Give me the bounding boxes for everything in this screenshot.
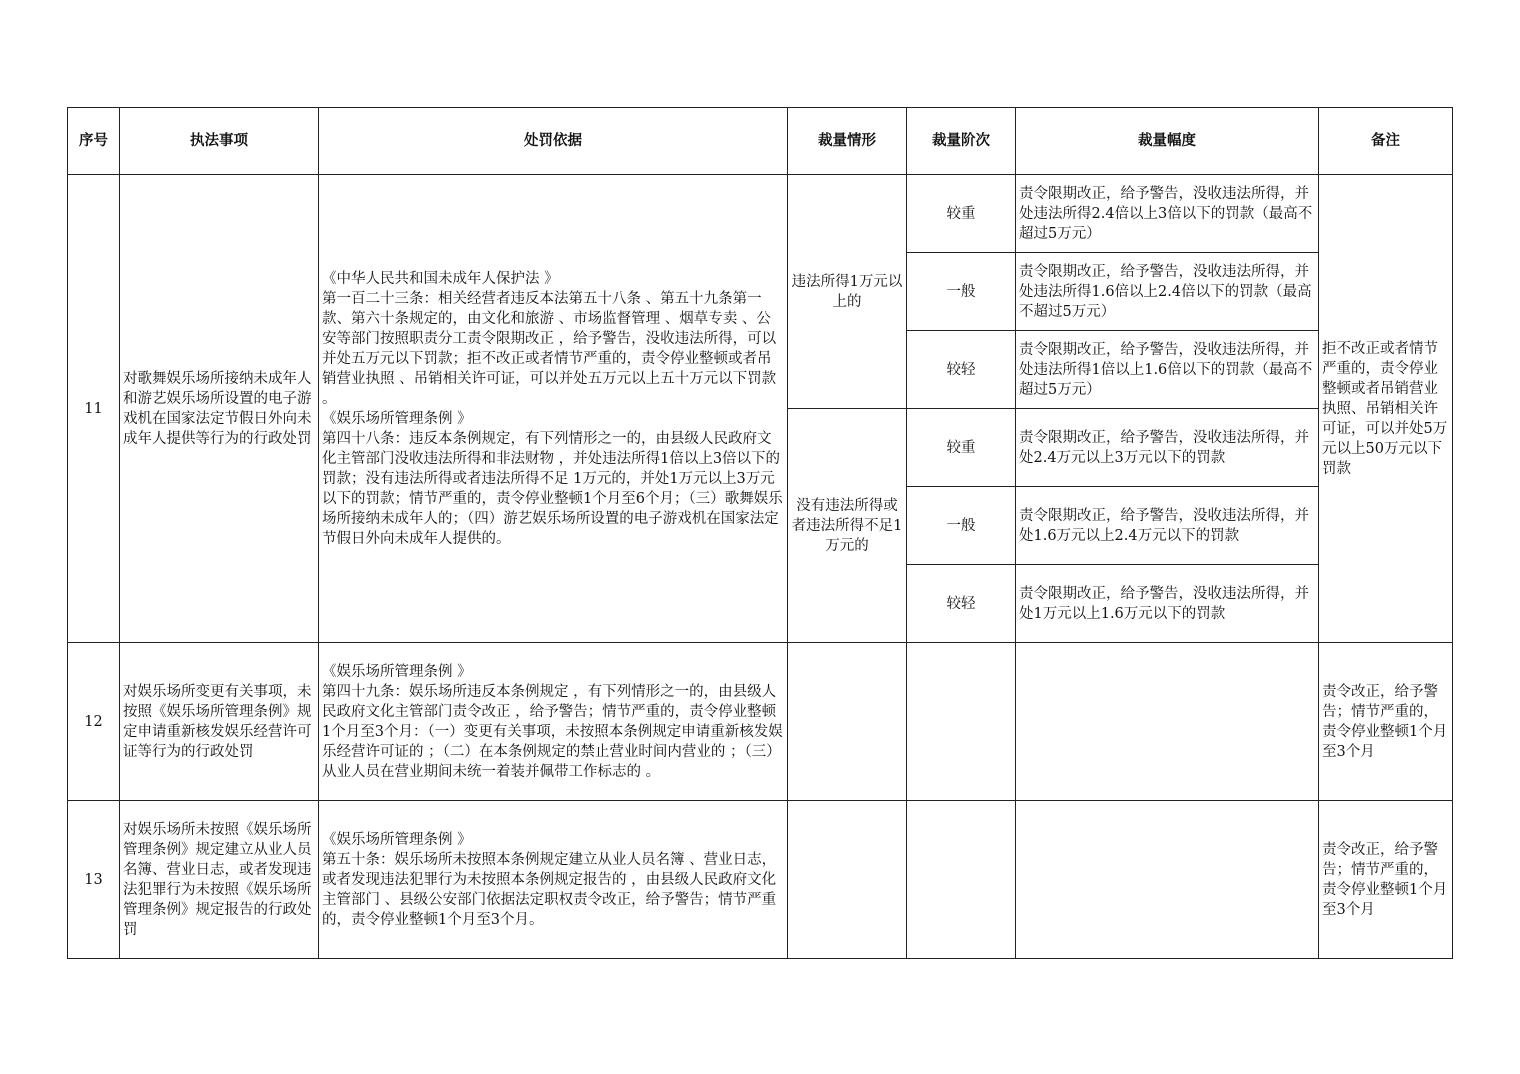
level: 一般 (907, 253, 1016, 331)
range-empty (1016, 801, 1319, 959)
basis-line: 第一百二十三条：相关经营者违反本法第五十八条 、第五十九条第一款、第六十条规定的，由文化和旅游 、市场监督管理 、烟草专卖 、公安等部门按照职责分工责令限期改正 ，给予警告，没收违法所得，可以并处五万元以下罚款；拒不改正或者情节严重的，责令停业整顿或者吊销营业执照 、吊销相关许可证，可以并处五万元以上五十万元以下罚款 。 (322, 290, 777, 407)
penalty-basis (319, 801, 788, 959)
basis-line: 第四十九条：娱乐场所违反本条例规定 ，有下列情形之一的，由县级人民政府文化主管部门责令改正 ，给予警告；情节严重的，责令停业整顿1个月至3个月：（一）变更有关事项，未按照本条例规定申请重新核发娱乐经营许可证的 ；（二）在本条例规定的禁止营业时间内营业的 ；（三）从业人员在营业期间未统一着装并佩带工作标志的 。 (322, 683, 783, 780)
level-empty (907, 801, 1016, 959)
range-empty (1016, 643, 1319, 801)
range: 责令限期改正，给予警告，没收违法所得，并处违法所得1.6倍以上2.4倍以下的罚款（最高不超过5万元） (1016, 253, 1319, 331)
note: 责令改正，给予警告；情节严重的，责令停业整顿1个月至3个月 (1319, 643, 1453, 801)
basis-line: 《中华人民共和国未成年人保护法 》 (322, 270, 559, 287)
level: 一般 (907, 487, 1016, 565)
situation-empty (788, 643, 907, 801)
basis-line: 《娱乐场所管理条例 》 (322, 663, 472, 680)
situation-empty (788, 801, 907, 959)
table-row (68, 801, 1453, 959)
row-number: 12 (68, 643, 120, 801)
basis-line: 《娱乐场所管理条例 》 (322, 831, 472, 848)
level: 较重 (907, 409, 1016, 487)
header-situation: 裁量情形 (788, 108, 907, 175)
penalty-basis (319, 643, 788, 801)
header-no: 序号 (68, 108, 120, 175)
enforcement-item: 对娱乐场所未按照《娱乐场所管理条例》规定建立从业人员名簿、营业日志，或者发现违法犯罪行为未按照《娱乐场所管理条例》规定报告的行政处罚 (120, 801, 319, 959)
header-item: 执法事项 (120, 108, 319, 175)
range: 责令限期改正，给予警告，没收违法所得，并处2.4万元以上3万元以下的罚款 (1016, 409, 1319, 487)
header-note: 备注 (1319, 108, 1453, 175)
basis-line: 《娱乐场所管理条例 》 (322, 410, 472, 427)
table-row (68, 175, 1453, 253)
row-number: 11 (68, 175, 120, 643)
header-basis: 处罚依据 (319, 108, 788, 175)
header-range: 裁量幅度 (1016, 108, 1319, 175)
enforcement-item: 对娱乐场所变更有关事项，未按照《娱乐场所管理条例》规定申请重新核发娱乐经营许可证等行为的行政处罚 (120, 643, 319, 801)
range: 责令限期改正，给予警告，没收违法所得，并处1万元以上1.6万元以下的罚款 (1016, 565, 1319, 643)
header-row (68, 108, 1453, 175)
note: 责令改正，给予警告；情节严重的，责令停业整顿1个月至3个月 (1319, 801, 1453, 959)
discretion-table (67, 107, 1453, 959)
level: 较轻 (907, 565, 1016, 643)
basis-line: 第五十条：娱乐场所未按照本条例规定建立从业人员名簿 、营业日志，或者发现违法犯罪行为未按照本条例规定报告的 ，由县级人民政府文化主管部门 、县级公安部门依据法定职权责令改正，给予警告；情节严重的，责令停业整顿1个月至3个月。 (322, 851, 777, 928)
range: 责令限期改正，给予警告，没收违法所得，并处违法所得1倍以上1.6倍以下的罚款（最高不超过5万元） (1016, 331, 1319, 409)
enforcement-item: 对歌舞娱乐场所接纳未成年人和游艺娱乐场所设置的电子游戏机在国家法定节假日外向未成年人提供等行为的行政处罚 (120, 175, 319, 643)
basis-line: 第四十八条：违反本条例规定，有下列情形之一的，由县级人民政府文化主管部门没收违法所得和非法财物 ，并处违法所得1倍以上3倍以下的罚款；没有违法所得或者违法所得不足 1万元的，并处1万元以上3万元以下的罚款；情节严重的，责令停业整顿1个月至6个月；（三）歌舞娱乐场所接纳未成年人的；（四）游艺娱乐场所设置的电子游戏机在国家法定节假日外向未成年人提供的。 (322, 430, 783, 547)
range: 责令限期改正，给予警告，没收违法所得，并处违法所得2.4倍以上3倍以下的罚款（最高不超过5万元） (1016, 175, 1319, 253)
penalty-basis (319, 175, 788, 643)
note: 拒不改正或者情节严重的，责令停业整顿或者吊销营业执照、吊销相关许可证，可以并处5万元以上50万元以下罚款 (1319, 175, 1453, 643)
range: 责令限期改正，给予警告，没收违法所得，并处1.6万元以上2.4万元以下的罚款 (1016, 487, 1319, 565)
level-empty (907, 643, 1016, 801)
table-row (68, 643, 1453, 801)
level: 较轻 (907, 331, 1016, 409)
row-number: 13 (68, 801, 120, 959)
situation: 没有违法所得或者违法所得不足1万元的 (788, 409, 907, 643)
header-level: 裁量阶次 (907, 108, 1016, 175)
level: 较重 (907, 175, 1016, 253)
situation: 违法所得1万元以上的 (788, 175, 907, 409)
